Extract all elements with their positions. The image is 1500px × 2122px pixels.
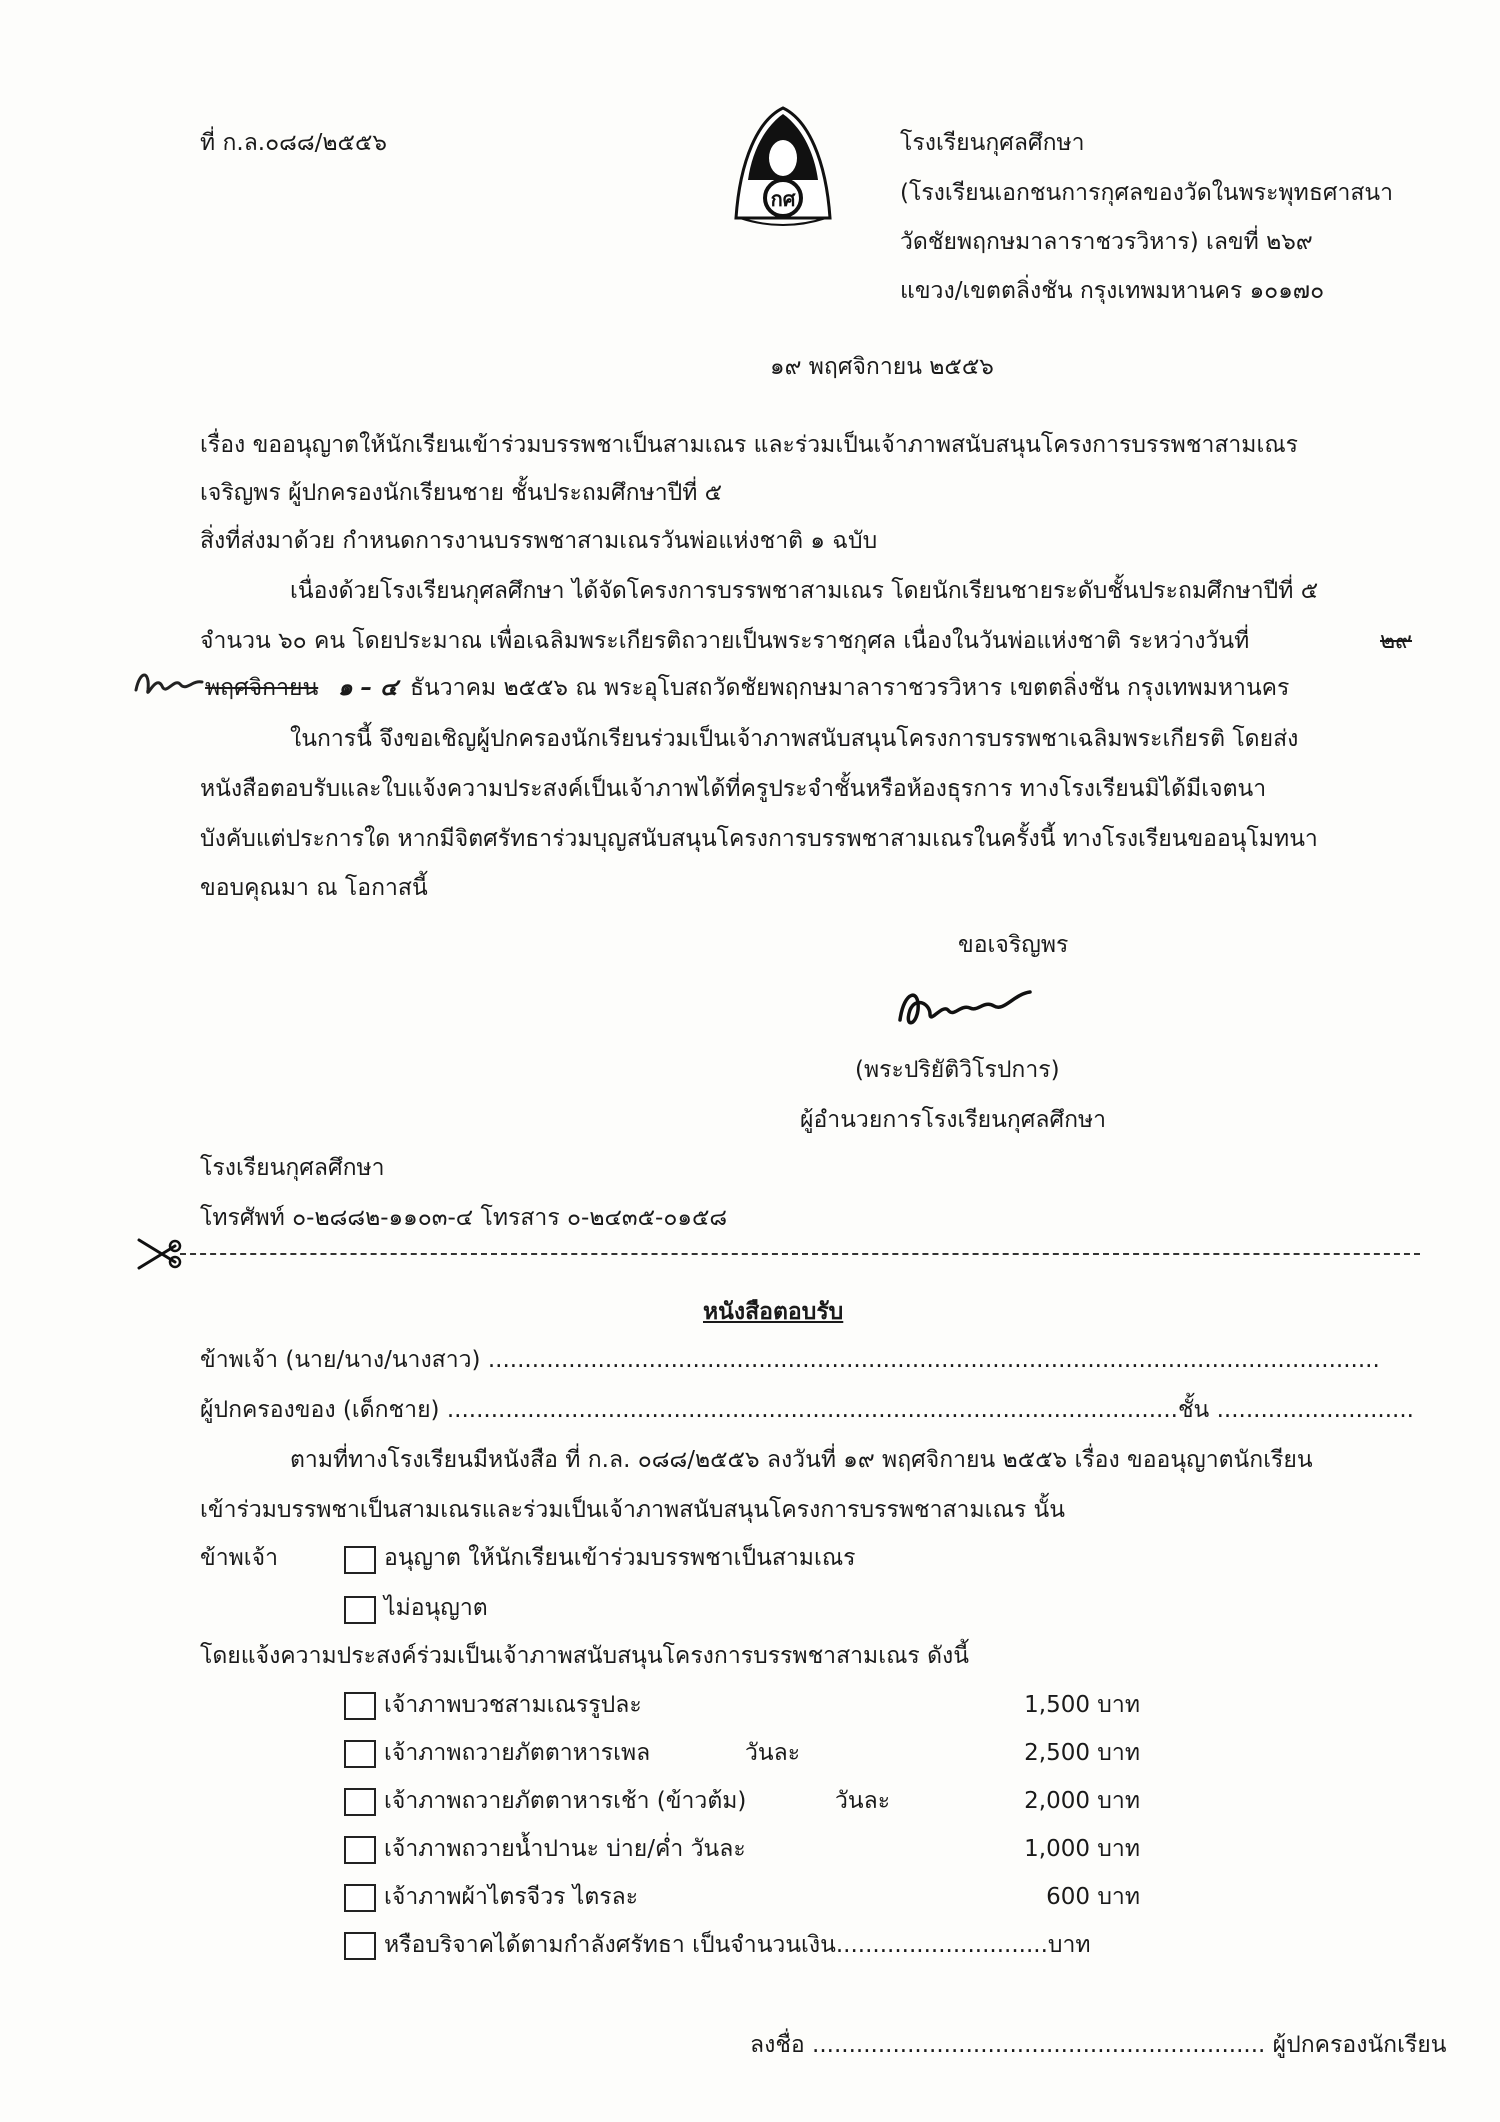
donate-other-checkbox[interactable] <box>344 1932 376 1960</box>
deny-checkbox[interactable] <box>344 1596 376 1624</box>
option-amount: 600 บาท <box>1046 1884 1140 1910</box>
option-label: เจ้าภาพถวายภัตตาหารเพล <box>384 1740 651 1766</box>
option-label: เจ้าภาพบวชสามเณรรูปละ <box>384 1692 642 1718</box>
option-checkbox[interactable] <box>344 1836 376 1864</box>
closing: ขอเจริญพร <box>958 932 1069 958</box>
option-amount: 2,000 บาท <box>1024 1788 1140 1814</box>
option-checkbox[interactable] <box>344 1884 376 1912</box>
deny-label: ไม่อนุญาต <box>384 1595 488 1621</box>
body-paragraph-line: จำนวน ๖๐ คน โดยประมาณ เพื่อเฉลิมพระเกียรติถวายเป็นพระราชกุศล เนื่องในวันพ่อแห่งชาติ ระหว่างวันที่ <box>200 628 1250 654</box>
school-address-line: แขวง/เขตตลิ่งชัน กรุงเทพมหานคร ๑๐๑๗๐ <box>900 278 1325 304</box>
handwritten-date-correction: ๑ – ๔ <box>338 675 398 701</box>
letter-subject: เรื่อง ขออนุญาตให้นักเรียนเข้าร่วมบรรพชาเป็นสามเณร และร่วมเป็นเจ้าภาพสนับสนุนโครงการบรรพชาสามเณร <box>200 432 1299 458</box>
form-guardian-line: ผู้ปกครองของ (เด็กชาย) ....................................................................................................ชั้น ........................... <box>200 1397 1414 1423</box>
body-paragraph-line: ธันวาคม ๒๕๕๖ ณ พระอุโบสถวัดชัยพฤกษมาลาราชวรวิหาร เขตตลิ่งชัน กรุงเทพมหานคร <box>410 675 1290 701</box>
option-amount: 2,500 บาท <box>1024 1740 1140 1766</box>
footer-contact: โทรศัพท์ ๐-๒๘๘๒-๑๑๐๓-๔ โทรสาร ๐-๒๔๓๕-๐๑๕๘ <box>200 1205 728 1231</box>
option-checkbox[interactable] <box>344 1788 376 1816</box>
school-name: โรงเรียนกุศลศึกษา <box>900 130 1085 156</box>
option-per: วันละ <box>835 1788 891 1814</box>
option-amount: 1,000 บาท <box>1024 1836 1140 1862</box>
signer-title: ผู้อำนวยการโรงเรียนกุศลศึกษา <box>800 1107 1107 1133</box>
school-logo <box>718 100 848 230</box>
option-per: วันละ <box>745 1740 801 1766</box>
letter-date: ๑๙ พฤศจิกายน ๒๕๕๖ <box>770 354 994 380</box>
allow-checkbox[interactable] <box>344 1546 376 1574</box>
footer-school-name: โรงเรียนกุศลศึกษา <box>200 1155 385 1181</box>
signer-name: (พระปริยัติวิโรปการ) <box>855 1057 1060 1083</box>
reference-number: ที่ ก.ล.๐๘๘/๒๕๕๖ <box>200 130 387 156</box>
option-checkbox[interactable] <box>344 1692 376 1720</box>
allow-label: อนุญาต ให้นักเรียนเข้าร่วมบรรพชาเป็นสามเณร <box>384 1545 856 1571</box>
option-label: เจ้าภาพผ้าไตรจีวร ไตรละ <box>384 1884 639 1910</box>
form-intent-line: โดยแจ้งความประสงค์ร่วมเป็นเจ้าภาพสนับสนุนโครงการบรรพชาสามเณร ดังนี้ <box>200 1643 969 1669</box>
struck-date: ๒๙ <box>1380 628 1413 654</box>
form-paragraph-line: เข้าร่วมบรรพชาเป็นสามเณรและร่วมเป็นเจ้าภาพสนับสนุนโครงการบรรพชาสามเณร นั้น <box>200 1497 1065 1523</box>
cut-line <box>180 1253 1420 1255</box>
scissors-icon <box>135 1236 183 1272</box>
school-address-line: (โรงเรียนเอกชนการกุศลของวัดในพระพุทธศาสนา <box>900 180 1394 206</box>
reply-form-title: หนังสือตอบรับ <box>703 1299 844 1325</box>
signature <box>890 980 1040 1040</box>
option-label: เจ้าภาพถวายภัตตาหารเช้า (ข้าวต้ม) <box>384 1788 747 1814</box>
option-label: เจ้าภาพถวายน้ำปานะ บ่าย/ค่ำ วันละ <box>384 1836 746 1862</box>
body-paragraph-line: บังคับแต่ประการใด หากมีจิตศรัทธาร่วมบุญสนับสนุนโครงการบรรพชาสามเณรในครั้งนี้ ทางโรงเรียนขออนุโมทนา <box>200 826 1318 852</box>
struck-month: พฤศจิกายน <box>205 675 319 701</box>
option-checkbox[interactable] <box>344 1740 376 1768</box>
donate-other-label: หรือบริจาคได้ตามกำลังศรัทธา เป็นจำนวนเงิน.............................บาท <box>384 1932 1091 1958</box>
letter-enclosure: สิ่งที่ส่งมาด้วย กำหนดการงานบรรพชาสามเณรวันพ่อแห่งชาติ ๑ ฉบับ <box>200 528 878 554</box>
form-i-label: ข้าพเจ้า <box>200 1545 279 1571</box>
svg-text:กศ: กศ <box>770 187 796 211</box>
letter-salutation: เจริญพร ผู้ปกครองนักเรียนชาย ชั้นประถมศึกษาปีที่ ๕ <box>200 480 723 506</box>
body-paragraph-line: เนื่องด้วยโรงเรียนกุศลศึกษา ได้จัดโครงการบรรพชาสามเณร โดยนักเรียนชายระดับชั้นประถมศึกษาปีที่ ๕ <box>290 578 1319 604</box>
option-amount: 1,500 บาท <box>1024 1692 1140 1718</box>
school-address-line: วัดชัยพฤกษมาลาราชวรวิหาร) เลขที่ ๒๖๙ <box>900 229 1313 255</box>
handwritten-initial <box>130 660 210 708</box>
body-paragraph-line: หนังสือตอบรับและใบแจ้งความประสงค์เป็นเจ้าภาพได้ที่ครูประจำชั้นหรือห้องธุรการ ทางโรงเรียนมิได้มีเจตนา <box>200 776 1267 802</box>
body-paragraph-line: ขอบคุณมา ณ โอกาสนี้ <box>200 875 428 901</box>
parent-signature-line: ลงชื่อ .............................................................. ผู้ปกครองนักเรียน <box>750 2032 1447 2058</box>
form-paragraph-line: ตามที่ทางโรงเรียนมีหนังสือ ที่ ก.ล. ๐๘๘/๒๕๕๖ ลงวันที่ ๑๙ พฤศจิกายน ๒๕๕๖ เรื่อง ขออนุญาตนักเรียน <box>290 1447 1313 1473</box>
form-name-line: ข้าพเจ้า (นาย/นาง/นางสาว) .......................................................................................................................... <box>200 1347 1380 1373</box>
body-paragraph-line: ในการนี้ จึงขอเชิญผู้ปกครองนักเรียนร่วมเป็นเจ้าภาพสนับสนุนโครงการบรรพชาเฉลิมพระเกียรติ โดยส่ง <box>290 726 1299 752</box>
